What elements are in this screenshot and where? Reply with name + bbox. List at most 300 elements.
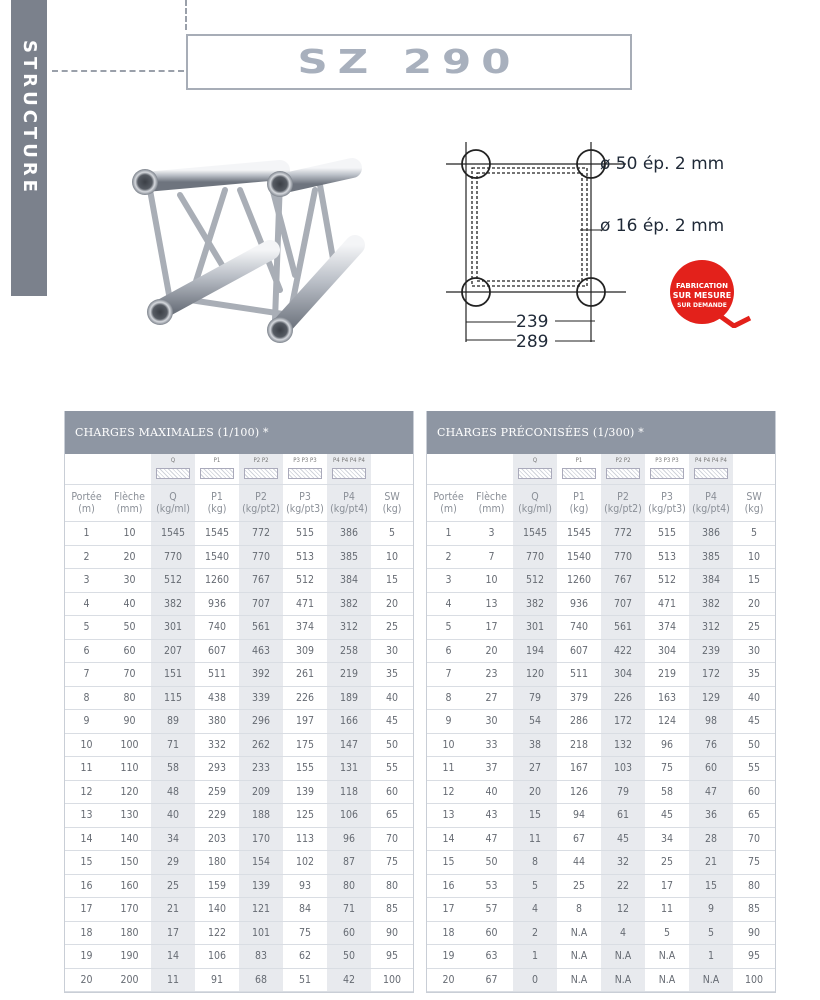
load-diagram-icon [151, 454, 195, 484]
table-cell: 160 [120, 879, 139, 892]
table-cell: 163 [657, 691, 677, 704]
table-cell: 172 [689, 663, 733, 686]
table-cell: 139 [295, 785, 315, 798]
table-cell: 382 [327, 593, 371, 616]
table-cell: 139 [239, 875, 283, 898]
table-cell: 95 [385, 950, 399, 963]
table-cell: 226 [601, 687, 645, 710]
table-row [427, 546, 775, 570]
table-cell: 57 [485, 903, 498, 916]
table-cell: 607 [207, 644, 227, 657]
table-cell: 50 [747, 738, 761, 751]
table-cell: 120 [120, 785, 139, 798]
table-cell: 767 [601, 569, 645, 592]
table-cell: 17 [151, 922, 195, 945]
table-row [65, 616, 413, 640]
table-cell: 172 [601, 710, 645, 733]
load-diagram-icon [513, 454, 557, 484]
table-cell: 10 [80, 738, 93, 751]
table-row [427, 734, 775, 758]
table-cell: 200 [120, 973, 139, 986]
table-cell: N.A [658, 950, 676, 963]
table-cell: 91 [210, 973, 224, 986]
table-cell: 511 [207, 668, 227, 681]
table-row [427, 687, 775, 711]
table-cell: 30 [385, 644, 399, 657]
side-tab-label: STRUCTURE [19, 40, 40, 196]
badge-line-3: SUR DEMANDE [677, 302, 727, 309]
table-cell: 38 [513, 734, 557, 757]
table-cell: 37 [485, 762, 498, 775]
table-cell: 55 [747, 762, 761, 775]
table-cell: 51 [298, 973, 312, 986]
table-cell: 6 [445, 644, 452, 657]
table-cell: 60 [747, 785, 761, 798]
beam-icon [650, 468, 684, 479]
table-cell: 11 [513, 828, 557, 851]
table-cell: 53 [485, 879, 498, 892]
table-cell: 4 [601, 922, 645, 945]
table-cell: 71 [327, 898, 371, 921]
table-cell: 94 [572, 809, 586, 822]
table-cell: 5 [388, 527, 395, 540]
table-cell: 63 [485, 950, 498, 963]
inner-width-dimension: 239 [516, 312, 549, 332]
beam-icon [694, 468, 728, 479]
table-cell: 304 [657, 644, 677, 657]
table-cell: 140 [207, 903, 227, 916]
table-cell: 312 [689, 616, 733, 639]
table-cell: 36 [689, 804, 733, 827]
badge-line-1: FABRICATION [676, 282, 728, 290]
table-row [65, 969, 413, 993]
table-row [65, 875, 413, 899]
load-diagram-row [427, 454, 775, 485]
table-cell: 0 [513, 969, 557, 992]
table-row [427, 828, 775, 852]
beam-icon [606, 468, 640, 479]
table-title: CHARGES MAXIMALES (1/100) * [65, 411, 413, 454]
table-cell: 32 [601, 851, 645, 874]
table-cell: 513 [295, 550, 315, 563]
table-cell: 71 [151, 734, 195, 757]
table-cell: 25 [572, 879, 586, 892]
table-cell: 25 [385, 621, 399, 634]
table-cell: 140 [120, 832, 139, 845]
custom-fabrication-badge [662, 256, 754, 328]
table-cell: 9 [689, 898, 733, 921]
load-diagram-icon [239, 454, 283, 484]
table-cell: 512 [295, 574, 315, 587]
table-max-loads [64, 411, 414, 993]
load-diagram-label: Q [532, 457, 538, 464]
table-cell: 12 [80, 785, 93, 798]
table-cell: 385 [689, 546, 733, 569]
table-cell: 75 [298, 926, 312, 939]
table-cell: 286 [569, 715, 589, 728]
table-cell: 93 [298, 879, 312, 892]
load-diagram-label: P1 [213, 457, 221, 464]
table-cell: 1260 [566, 574, 592, 587]
table-cell: 70 [123, 668, 136, 681]
table-row [65, 898, 413, 922]
table-cell: 1540 [566, 550, 592, 563]
table-cell: 190 [120, 950, 139, 963]
table-cell: 129 [689, 687, 733, 710]
table-cell: 65 [747, 809, 761, 822]
table-cell: 75 [385, 856, 399, 869]
table-cell: 14 [80, 832, 93, 845]
table-row [427, 663, 775, 687]
column-header-row [65, 485, 413, 522]
load-diagram-icon [601, 454, 645, 484]
table-cell: 515 [295, 527, 315, 540]
table-cell: 170 [120, 903, 139, 916]
table-cell: 40 [385, 691, 399, 704]
dashed-guide-horizontal [52, 70, 184, 72]
table-cell: N.A [658, 973, 676, 986]
table-row [427, 522, 775, 546]
table-cell: 115 [151, 687, 195, 710]
table-row [427, 640, 775, 664]
table-cell: 33 [485, 738, 498, 751]
table-cell: 155 [295, 762, 315, 775]
beam-icon [288, 468, 322, 479]
table-cell: 25 [747, 621, 761, 634]
table-row [427, 945, 775, 969]
table-cell: 170 [239, 828, 283, 851]
table-cell: 15 [689, 875, 733, 898]
table-cell: 5 [689, 922, 733, 945]
table-row [65, 945, 413, 969]
table-cell: 8 [445, 691, 452, 704]
table-cell: 21 [689, 851, 733, 874]
table-cell: 96 [660, 738, 674, 751]
table-cell: 422 [601, 640, 645, 663]
table-cell: 80 [385, 879, 399, 892]
table-cell: 12 [442, 785, 455, 798]
table-row [427, 851, 775, 875]
table-cell: N.A [601, 969, 645, 992]
side-tab [11, 0, 47, 296]
table-cell: 740 [569, 621, 589, 634]
table-cell: 95 [747, 950, 761, 963]
table-cell: 25 [151, 875, 195, 898]
column-header: Portée (m) [71, 491, 102, 515]
table-cell: 203 [207, 832, 227, 845]
table-cell: 770 [239, 546, 283, 569]
table-cell: 511 [569, 668, 589, 681]
table-cell: 30 [123, 574, 136, 587]
table-row [65, 687, 413, 711]
table-cell: 1 [83, 527, 90, 540]
beam-icon [562, 468, 596, 479]
table-cell: 15 [442, 856, 455, 869]
table-cell: 15 [747, 574, 761, 587]
table-cell: 75 [660, 762, 674, 775]
table-cell: 4 [83, 597, 90, 610]
table-cell: 67 [485, 973, 498, 986]
table-cell: 2 [513, 922, 557, 945]
table-cell: 70 [385, 832, 399, 845]
table-cell: 23 [485, 668, 498, 681]
load-diagram-label: P2 P2 [253, 457, 269, 464]
table-cell: 48 [151, 781, 195, 804]
table-cell: 15 [80, 856, 93, 869]
table-cell: 10 [442, 738, 455, 751]
table-cell: 122 [207, 926, 227, 939]
table-cell: 43 [485, 809, 498, 822]
load-diagram-icon [195, 454, 239, 484]
table-cell: 34 [660, 832, 674, 845]
column-header: Flèche (mm) [476, 491, 507, 515]
table-cell: 8 [83, 691, 90, 704]
table-cell: 1545 [151, 522, 195, 545]
table-cell: 312 [327, 616, 371, 639]
table-cell: 60 [485, 926, 498, 939]
table-row [65, 546, 413, 570]
table-cell: 42 [327, 969, 371, 992]
table-cell: 76 [689, 734, 733, 757]
table-cell: 10 [123, 527, 136, 540]
table-cell: 113 [295, 832, 315, 845]
table-cell: 339 [239, 687, 283, 710]
table-cell: 60 [327, 922, 371, 945]
table-row [65, 757, 413, 781]
table-cell: 4 [445, 597, 452, 610]
table-cell: 58 [151, 757, 195, 780]
column-header: P2 (kg/pt2) [601, 485, 645, 521]
table-cell: 707 [239, 593, 283, 616]
table-row [427, 781, 775, 805]
table-cell: 40 [747, 691, 761, 704]
table-cell: 166 [327, 710, 371, 733]
table-cell: 180 [207, 856, 227, 869]
table-cell: 301 [513, 616, 557, 639]
table-row [427, 616, 775, 640]
table-cell: 607 [569, 644, 589, 657]
table-cell: 20 [385, 597, 399, 610]
table-cell: 9 [445, 715, 452, 728]
table-cell: 18 [442, 926, 455, 939]
table-cell: 2 [83, 550, 90, 563]
table-cell: 90 [123, 715, 136, 728]
table-cell: 84 [298, 903, 312, 916]
table-cell: 386 [689, 522, 733, 545]
table-cell: 19 [80, 950, 93, 963]
table-cell: 110 [120, 762, 139, 775]
table-cell: 11 [442, 762, 455, 775]
table-cell: 50 [485, 856, 498, 869]
column-header: P4 (kg/pt4) [327, 485, 371, 521]
table-cell: 379 [569, 691, 589, 704]
table-cell: 512 [151, 569, 195, 592]
table-cell: 54 [513, 710, 557, 733]
table-cell: 20 [513, 781, 557, 804]
table-row [427, 804, 775, 828]
table-cell: 100 [120, 738, 139, 751]
table-cell: 7 [83, 668, 90, 681]
table-cell: 13 [442, 809, 455, 822]
table-row [427, 875, 775, 899]
column-header: P1 (kg) [569, 491, 589, 515]
table-cell: 2 [445, 550, 452, 563]
table-cell: 233 [239, 757, 283, 780]
table-cell: 5 [513, 875, 557, 898]
table-cell: N.A [570, 973, 588, 986]
table-cell: 15 [513, 804, 557, 827]
table-cell: 209 [239, 781, 283, 804]
table-cell: 772 [239, 522, 283, 545]
table-row [427, 593, 775, 617]
table-cell: 100 [382, 973, 402, 986]
table-cell: 106 [207, 950, 227, 963]
column-header: SW (kg) [744, 491, 764, 515]
table-cell: 8 [513, 851, 557, 874]
table-cell: 45 [601, 828, 645, 851]
table-cell: 18 [80, 926, 93, 939]
table-cell: 5 [750, 527, 757, 540]
table-cell: 219 [327, 663, 371, 686]
table-cell: 167 [569, 762, 589, 775]
table-cell: 767 [239, 569, 283, 592]
load-diagram-label: P1 [575, 457, 583, 464]
table-cell: 13 [80, 809, 93, 822]
table-cell: 258 [327, 640, 371, 663]
column-header: Flèche (mm) [114, 491, 145, 515]
table-cell: 384 [689, 569, 733, 592]
table-cell: 80 [123, 691, 136, 704]
column-header: P1 (kg) [207, 491, 227, 515]
table-cell: 20 [80, 973, 93, 986]
table-cell: 1545 [566, 527, 592, 540]
table-cell: 90 [747, 926, 761, 939]
column-header: P2 (kg/pt2) [239, 485, 283, 521]
brace-tube-dimension: ø 16 ép. 2 mm [600, 216, 725, 236]
table-cell: 50 [327, 945, 371, 968]
table-cell: 106 [327, 804, 371, 827]
table-cell: 3 [445, 574, 452, 587]
load-diagram-label: P4 P4 P4 P4 [695, 457, 727, 464]
table-cell: 121 [239, 898, 283, 921]
table-cell: 124 [657, 715, 677, 728]
load-diagram-icon [327, 454, 371, 484]
table-cell: 58 [660, 785, 674, 798]
table-cell: 219 [657, 668, 677, 681]
load-diagram-row [65, 454, 413, 485]
table-cell: 262 [239, 734, 283, 757]
table-cell: N.A [601, 945, 645, 968]
load-diagram-icon [689, 454, 733, 484]
table-cell: 28 [689, 828, 733, 851]
table-cell: 386 [327, 522, 371, 545]
table-recommended-loads [426, 411, 776, 993]
table-cell: 16 [80, 879, 93, 892]
table-cell: 188 [239, 804, 283, 827]
table-cell: N.A [689, 969, 733, 992]
table-cell: 261 [295, 668, 315, 681]
column-header: Portée (m) [433, 491, 464, 515]
table-cell: 30 [485, 715, 498, 728]
table-row [65, 569, 413, 593]
table-cell: 392 [239, 663, 283, 686]
table-cell: 471 [657, 597, 677, 610]
dimension-leader-lines [555, 200, 605, 350]
table-cell: 259 [207, 785, 227, 798]
table-cell: 6 [83, 644, 90, 657]
table-cell: N.A [570, 950, 588, 963]
table-cell: 131 [327, 757, 371, 780]
load-diagram-label: P2 P2 [615, 457, 631, 464]
table-cell: 384 [327, 569, 371, 592]
table-cell: 10 [485, 574, 498, 587]
table-cell: 35 [385, 668, 399, 681]
table-cell: 132 [601, 734, 645, 757]
beam-icon [156, 468, 190, 479]
table-cell: 150 [120, 856, 139, 869]
load-diagram-label: P4 P4 P4 P4 [333, 457, 365, 464]
table-cell: 90 [385, 926, 399, 939]
beam-icon [332, 468, 366, 479]
table-cell: 3 [488, 527, 495, 540]
table-cell: 30 [747, 644, 761, 657]
table-cell: 513 [657, 550, 677, 563]
table-cell: 96 [327, 828, 371, 851]
table-cell: 936 [207, 597, 227, 610]
table-cell: 85 [385, 903, 399, 916]
table-cell: 180 [120, 926, 139, 939]
load-diagram-label: P3 P3 P3 [655, 457, 679, 464]
table-cell: 11 [660, 903, 674, 916]
table-cell: 79 [601, 781, 645, 804]
table-row [427, 898, 775, 922]
table-cell: 707 [601, 593, 645, 616]
main-tube-dimension: ø 50 ép. 2 mm [600, 154, 725, 174]
load-diagram-icon [283, 454, 327, 484]
table-cell: 1260 [204, 574, 230, 587]
table-row [427, 710, 775, 734]
table-cell: 101 [239, 922, 283, 945]
table-cell: 79 [513, 687, 557, 710]
table-cell: 1 [689, 945, 733, 968]
load-diagram-label: Q [170, 457, 176, 464]
table-cell: 239 [689, 640, 733, 663]
table-cell: 120 [513, 663, 557, 686]
table-cell: 67 [572, 832, 586, 845]
table-cell: 16 [442, 879, 455, 892]
table-cell: 20 [485, 644, 498, 657]
table-cell: 293 [207, 762, 227, 775]
table-cell: 21 [151, 898, 195, 921]
table-cell: 197 [295, 715, 315, 728]
table-cell: 35 [747, 668, 761, 681]
table-cell: 40 [123, 597, 136, 610]
table-cell: 17 [485, 621, 498, 634]
load-diagram-label: P3 P3 P3 [293, 457, 317, 464]
table-cell: 770 [513, 546, 557, 569]
table-cell: 382 [689, 593, 733, 616]
table-row [65, 522, 413, 546]
table-cell: 60 [689, 757, 733, 780]
table-cell: 382 [151, 593, 195, 616]
beam-icon [200, 468, 234, 479]
table-cell: 75 [747, 856, 761, 869]
table-cell: N.A [570, 926, 588, 939]
table-row [427, 757, 775, 781]
table-cell: 45 [747, 715, 761, 728]
truss-product-image [130, 150, 370, 345]
table-cell: 3 [83, 574, 90, 587]
